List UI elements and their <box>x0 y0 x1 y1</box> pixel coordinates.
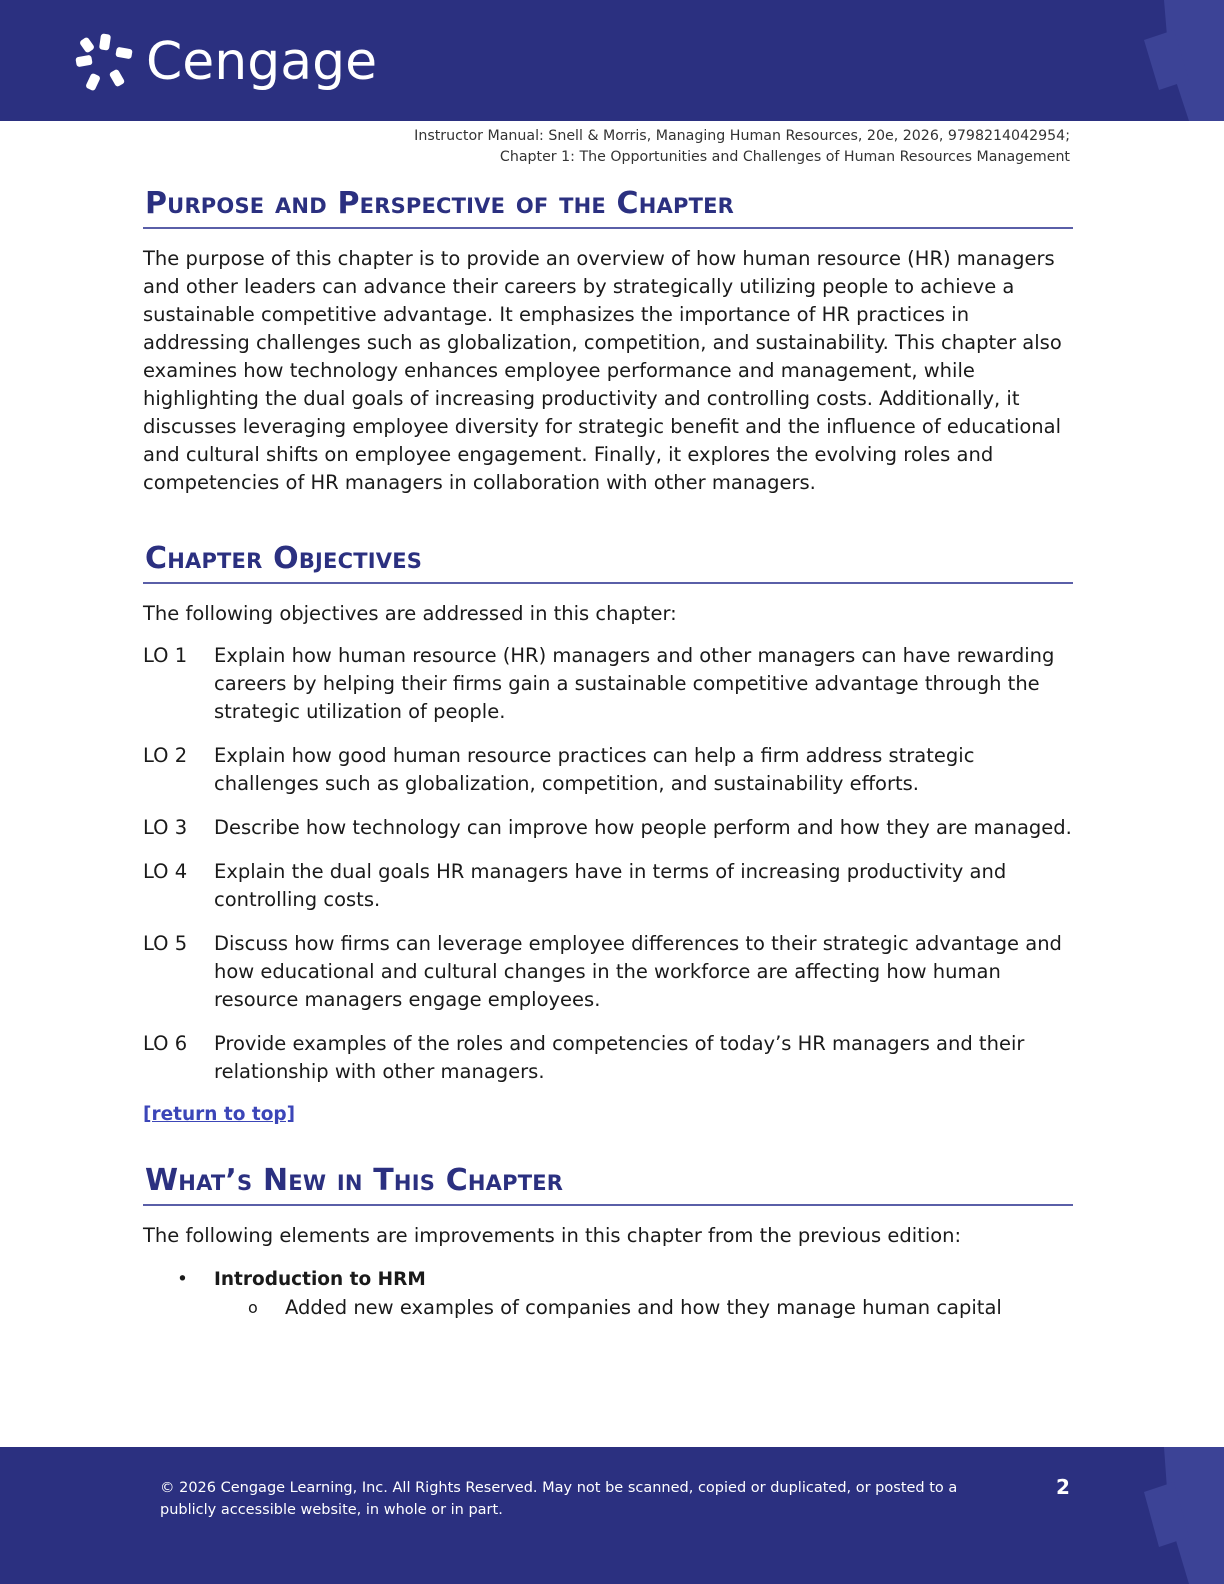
section-heading-purpose: Purpose and Perspective of the Chapter <box>143 186 1073 229</box>
objective-item <box>143 1030 1083 1086</box>
decorative-shape-icon <box>1134 1447 1224 1584</box>
objective-code: LO 3 <box>143 816 188 839</box>
objectives-list <box>143 642 1083 1086</box>
brand-name: Cengage <box>146 32 378 92</box>
cengage-logo <box>74 32 377 92</box>
objective-code: LO 4 <box>143 860 188 883</box>
footer-band <box>0 1447 1224 1584</box>
whats-new-intro: The following elements are improvements in this chapter from the previous edition: <box>143 1224 962 1247</box>
objective-item <box>143 814 1083 842</box>
objective-text: Explain how good human resource practices can help a firm address strategic challenges such as globalization, competition, and sustainability efforts. <box>214 744 975 795</box>
objective-code: LO 5 <box>143 932 188 955</box>
running-header-line-1: Instructor Manual: Snell & Morris, Managing Human Resources, 20e, 2026, 9798214042954; <box>414 128 1070 144</box>
running-header <box>414 126 1070 168</box>
header-band <box>0 0 1224 121</box>
section-heading-objectives: Chapter Objectives <box>143 541 1073 584</box>
bullet-title: Introduction to HRM <box>214 1269 426 1290</box>
decorative-shape-icon <box>1134 0 1224 121</box>
bullet-icon: • <box>177 1269 188 1290</box>
objective-text: Provide examples of the roles and competencies of today’s HR managers and their relationship with other managers. <box>214 1032 1025 1083</box>
sub-list-item <box>248 1294 1083 1322</box>
objectives-intro: The following objectives are addressed in this chapter: <box>143 602 677 625</box>
sub-bullet-icon: o <box>248 1298 258 1317</box>
objective-code: LO 1 <box>143 644 188 667</box>
objective-item <box>143 930 1083 1014</box>
objective-item <box>143 642 1083 726</box>
objective-text: Describe how technology can improve how people perform and how they are managed. <box>214 816 1072 839</box>
objective-code: LO 6 <box>143 1032 188 1055</box>
list-item <box>177 1266 1083 1294</box>
objective-code: LO 2 <box>143 744 188 767</box>
objective-text: Explain how human resource (HR) managers and other managers can have rewarding careers by helping their firms gain a sustainable competitive advantage through the strategic utilization of people. <box>214 644 1055 723</box>
objective-item <box>143 742 1083 798</box>
objective-item <box>143 858 1083 914</box>
copyright-notice: © 2026 Cengage Learning, Inc. All Rights Reserved. May not be scanned, copied or duplicated, or posted to a publicly accessible website, in whole or in part. <box>160 1480 958 1518</box>
cengage-logo-mark-icon <box>74 32 134 92</box>
objective-text: Discuss how firms can leverage employee differences to their strategic advantage and how educational and cultural changes in the workforce are affecting how human resource managers engage employees. <box>214 932 1062 1011</box>
objective-text: Explain the dual goals HR managers have in terms of increasing productivity and controlling costs. <box>214 860 1007 911</box>
purpose-paragraph: The purpose of this chapter is to provide an overview of how human resource (HR) managers and other leaders can advance their careers by strategically utilizing people to achieve a sustainable competitive advantage. It emphasizes the importance of HR practices in addressing challenges such as globalization, competition, and sustainability. This chapter also examines how technology enhances employee performance and management, while highlighting the dual goals of increasing productivity and controlling costs. Additionally, it discusses leveraging employee diversity for strategic benefit and the influence of educational and cultural shifts on employee engagement. Finally, it explores the evolving roles and competencies of HR managers in collaboration with other managers. <box>143 247 1062 494</box>
return-to-top-link[interactable]: [return to top] <box>143 1104 296 1125</box>
main-content <box>143 186 1083 1322</box>
sub-bullet-text: Added new examples of companies and how they manage human capital <box>285 1296 1002 1319</box>
running-header-line-2: Chapter 1: The Opportunities and Challenges of Human Resources Management <box>499 149 1070 165</box>
section-heading-whats-new: What’s New in This Chapter <box>143 1163 1073 1206</box>
page-number: 2 <box>1056 1475 1070 1499</box>
